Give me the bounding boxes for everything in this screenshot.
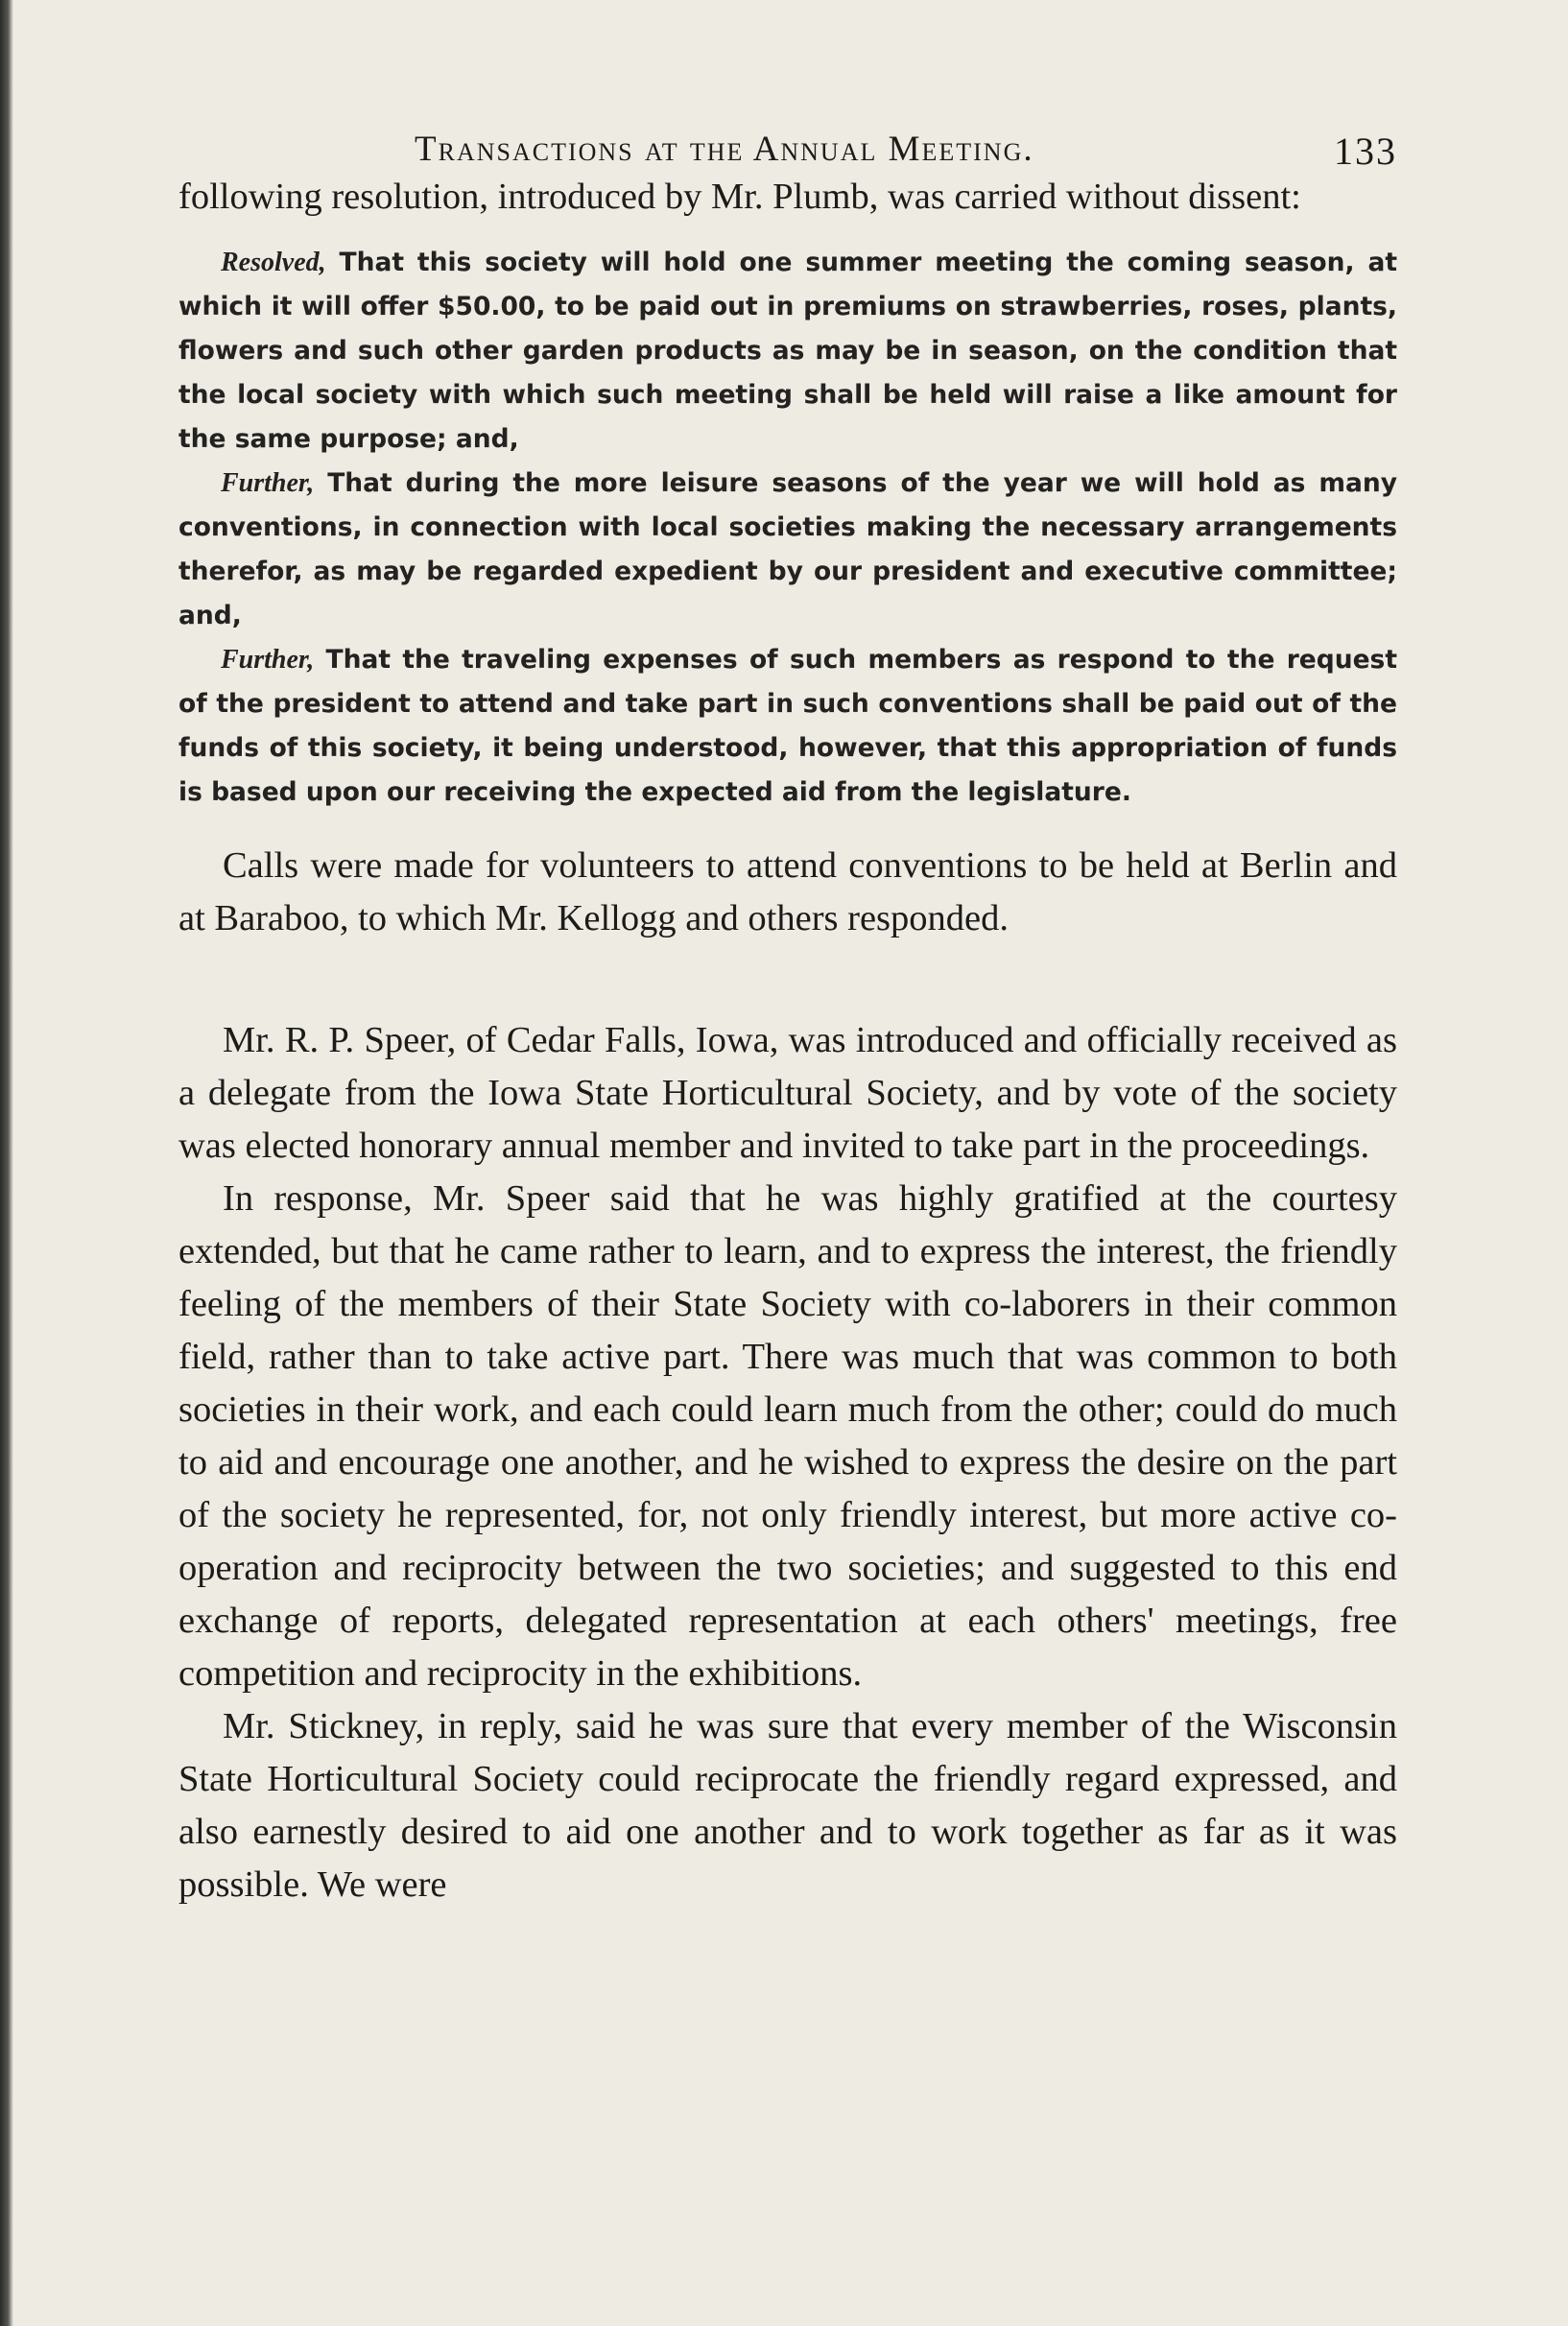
resolution-lead-word: Resolved, [221, 248, 326, 277]
section-break [178, 945, 1397, 1014]
running-head [178, 113, 1397, 171]
page-binding-edge [0, 0, 13, 2326]
resolution-text: That during the more leisure seasons of the year we will hold as many conventions, in connection with local societies making the necessary arrangements therefor, as may be regarded expedient by our president and executive committee; and, [178, 468, 1397, 630]
resolutions-block [178, 241, 1397, 815]
speer-intro-paragraph: Mr. R. P. Speer, of Cedar Falls, Iowa, was introduced and officially received as a delegate from the Iowa State Horticultural Society, and by vote of the society was elected honorary annual member and invited to take part in the proceedings. [178, 1020, 1397, 1166]
resolution-resolved [178, 241, 1397, 462]
speer-response-paragraph: In response, Mr. Speer said that he was highly gratified at the courtesy extended, but that he came rather to learn, and to express the interest, the friendly feeling of the members of their State Society with co-laborers in their common field, rather than to take active part. There was much that was common to both societies in their work, and each could learn much from the other; could do much to aid and encourage one another, and he wished to express the desire on the part of the society he represented, for, not only friendly interest, but more active co-operation and reciprocity between the two societies; and suggested to this end exchange of reports, delegated representation at each others' meetings, free competition and reciprocity in the exhibitions. [178, 1178, 1397, 1694]
resolution-further-expenses [178, 638, 1397, 815]
resolution-text: That the traveling expenses of such members as respond to the request of the president to attend and take part in such conventions shall be paid out of the funds of this society, it being understood, however, that this appropriation of funds is based upon our receiving the expected aid from the legislature. [178, 645, 1397, 807]
resolution-lead-word: Further, [221, 468, 315, 498]
resolution-text: That this society will hold one summer meeting the coming season, at which it will offer $50.00, to be paid out in premiums on strawberries, roses, plants, flowers and such other garden products as may be in season, on the condition that the local society with which such meeting shall be held will raise a like amount for the same purpose; and, [178, 248, 1397, 454]
spacer [178, 815, 1397, 840]
resolution-lead-word: Further, [221, 645, 315, 675]
opening-paragraph: following resolution, introduced by Mr. Plumb, was carried without dissent: [178, 177, 1301, 217]
stickney-reply-paragraph: Mr. Stickney, in reply, said he was sure that every member of the Wisconsin State Horticultural Society could reciprocate the friendly regard expressed, and also earnestly desired to aid one another and to work together as far as it was possible. We were [178, 1706, 1397, 1905]
page-number: 133 [1334, 130, 1397, 173]
book-page [178, 113, 1397, 1911]
running-title: Transactions at the Annual Meeting. [415, 130, 1034, 169]
calls-paragraph: Calls were made for volunteers to attend conventions to be held at Berlin and at Baraboo, to which Mr. Kellogg and others responded. [178, 845, 1397, 938]
resolution-further-conventions [178, 462, 1397, 638]
